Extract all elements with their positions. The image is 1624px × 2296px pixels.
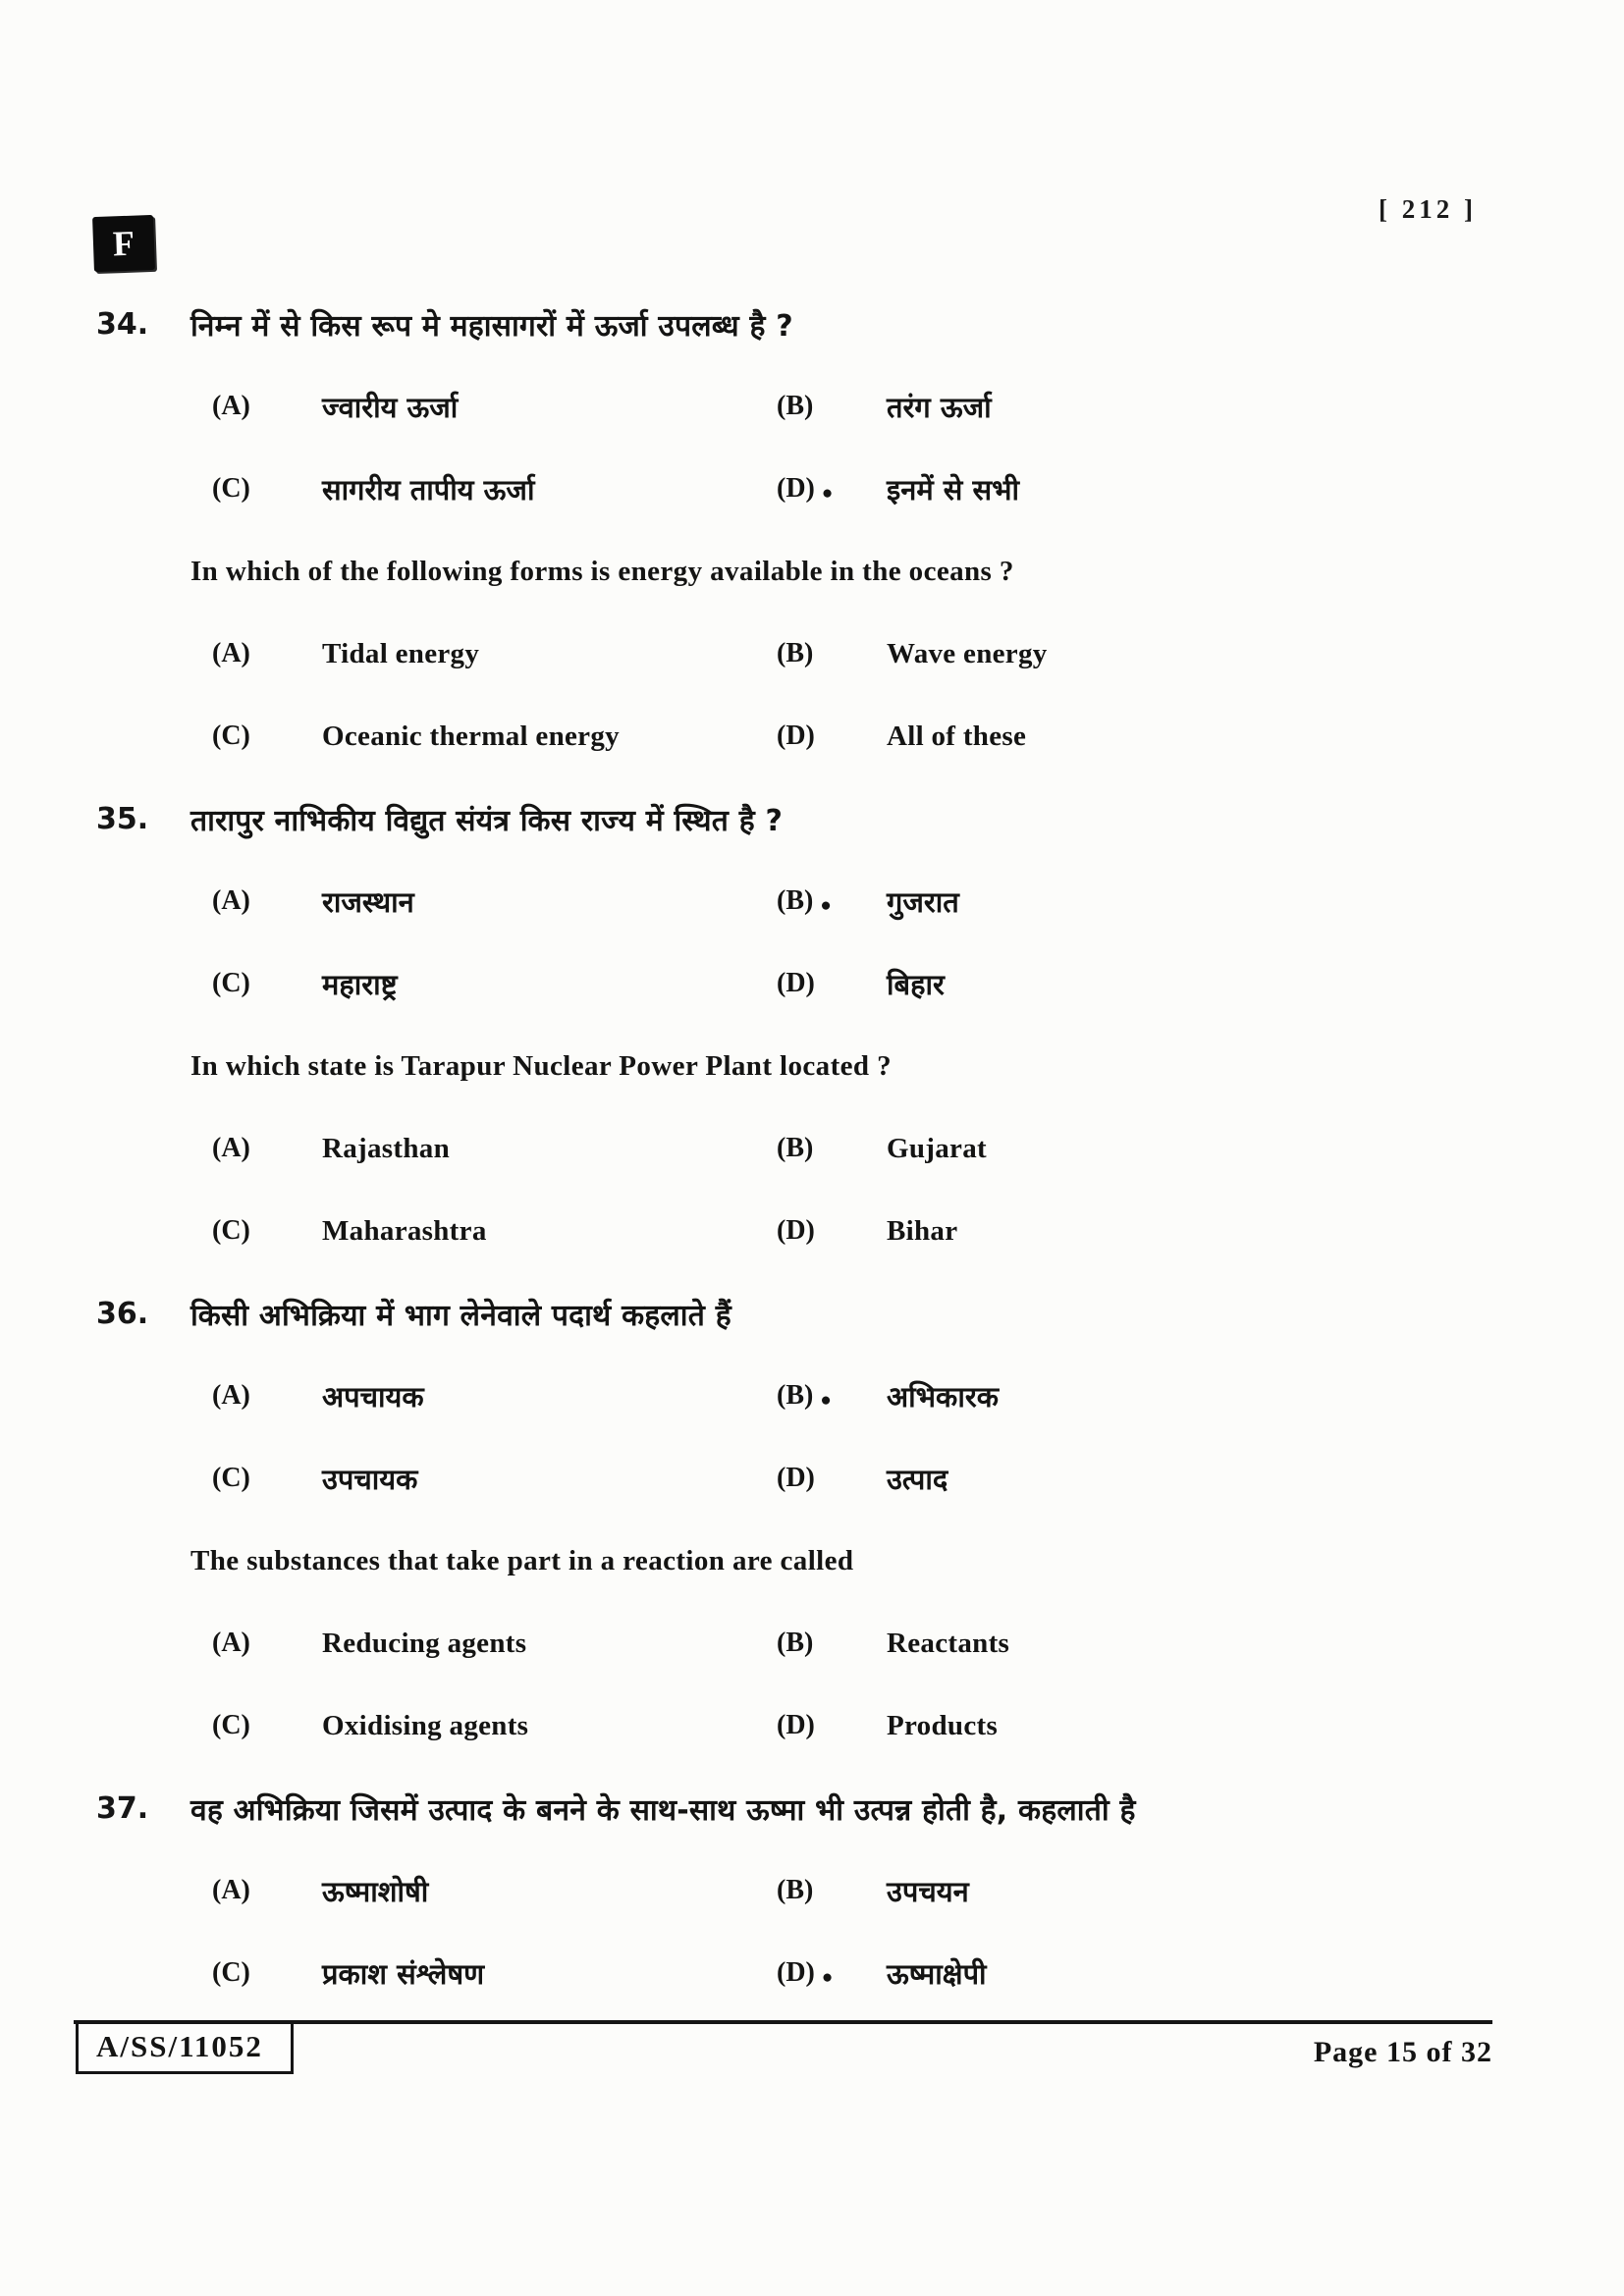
question-text-english: The substances that take part in a reaction are called <box>190 1544 854 1576</box>
question-number: 35. <box>96 801 149 836</box>
option-text: Gujarat <box>887 1132 987 1164</box>
option-text: Wave energy <box>887 637 1048 669</box>
option-a-hindi <box>212 882 777 921</box>
option-label: (D) <box>777 1463 815 1493</box>
option-label: (C) <box>212 1463 250 1493</box>
option-d-english <box>777 1215 957 1248</box>
question-text-english: In which state is Tarapur Nuclear Power Plant located ? <box>190 1049 892 1082</box>
option-text: बिहार <box>887 967 945 1001</box>
option-label: (C) <box>212 721 250 751</box>
option-text: इनमें से सभी <box>887 472 1019 507</box>
option-label: (B) <box>777 391 814 421</box>
options-row <box>96 1849 1565 1932</box>
option-label: (A) <box>212 885 250 916</box>
options-row <box>96 695 1565 777</box>
option-label: (D) <box>777 473 815 504</box>
option-text: Bihar <box>887 1214 958 1247</box>
option-text: राजस्थान <box>322 884 414 919</box>
option-d-hindi <box>777 965 945 1003</box>
option-label: (A) <box>212 1875 250 1905</box>
option-c-english <box>212 1215 777 1248</box>
option-label: (C) <box>212 1957 250 1988</box>
option-c-english <box>212 721 777 753</box>
options-row <box>96 1437 1565 1520</box>
options-row <box>96 942 1565 1025</box>
question-line-english <box>96 1025 1565 1107</box>
question-block-36 <box>96 1272 1565 1767</box>
option-text: उपचयन <box>887 1874 969 1908</box>
option-d-hindi <box>777 1460 947 1498</box>
options-row <box>96 1602 1565 1684</box>
answer-dot: ● <box>820 895 832 916</box>
options-row <box>96 613 1565 695</box>
option-c-hindi <box>212 1460 777 1498</box>
option-a-english <box>212 638 777 670</box>
option-b-hindi <box>777 388 992 426</box>
option-a-hindi <box>212 1377 777 1415</box>
page-footer <box>74 2020 1492 2093</box>
option-text: ऊष्माक्षेपी <box>887 1956 987 1991</box>
question-number: 34. <box>96 306 149 342</box>
question-text-hindi: तारापुर नाभिकीय विद्युत संयंत्र किस राज्य में स्थित है ? <box>190 803 784 838</box>
option-label: (C) <box>212 968 250 998</box>
options-row <box>96 860 1565 942</box>
booklet-code-box <box>76 2021 294 2074</box>
option-b-hindi <box>777 1872 969 1910</box>
question-line-hindi <box>96 777 1565 860</box>
option-b-hindi <box>777 1377 999 1415</box>
question-block-34 <box>96 283 1565 777</box>
option-label: (A) <box>212 1628 250 1658</box>
option-text: Products <box>887 1709 999 1741</box>
questions-area <box>0 271 1624 2014</box>
option-text: Rajasthan <box>322 1132 450 1164</box>
question-number: 36. <box>96 1296 149 1331</box>
page-header <box>0 0 1624 271</box>
question-block-35 <box>96 777 1565 1272</box>
option-label: (B) <box>777 1628 814 1658</box>
question-text-hindi: निम्न में से किस रूप मे महासागरों में ऊर्जा उपलब्ध है ? <box>190 308 793 344</box>
option-a-english <box>212 1133 777 1165</box>
option-text: Oceanic thermal energy <box>322 720 620 752</box>
option-b-english <box>777 638 1048 670</box>
series-badge: F <box>92 215 155 272</box>
question-text-hindi: किसी अभिक्रिया में भाग लेनेवाले पदार्थ कहलाते हैं <box>190 1298 731 1333</box>
option-label: (D) <box>777 1215 815 1246</box>
options-row <box>96 1684 1565 1767</box>
option-a-hindi <box>212 388 777 426</box>
option-text: Tidal energy <box>322 637 480 669</box>
options-row <box>96 1355 1565 1437</box>
option-label: (D) <box>777 721 815 751</box>
options-row <box>96 1932 1565 2014</box>
option-d-english <box>777 1710 998 1742</box>
option-text: Oxidising agents <box>322 1709 529 1741</box>
option-label: (C) <box>212 1710 250 1740</box>
option-label: (C) <box>212 473 250 504</box>
option-text: अपचायक <box>322 1379 424 1414</box>
question-line-english <box>96 530 1565 613</box>
options-row <box>96 1190 1565 1272</box>
option-d-hindi <box>777 1954 987 1993</box>
question-line-hindi <box>96 1272 1565 1355</box>
question-line-hindi <box>96 1767 1565 1849</box>
question-number: 37. <box>96 1790 149 1826</box>
option-d-english <box>777 721 1026 753</box>
options-row <box>96 365 1565 448</box>
option-label: (A) <box>212 391 250 421</box>
option-label: (A) <box>212 1133 250 1163</box>
option-b-english <box>777 1133 987 1165</box>
question-text-hindi: वह अभिक्रिया जिसमें उत्पाद के बनने के साथ-साथ ऊष्मा भी उत्पन्न होती है, कहलाती है <box>190 1792 1136 1828</box>
answer-dot: ● <box>821 483 834 504</box>
option-text: All of these <box>887 720 1027 752</box>
answer-dot: ● <box>821 1967 834 1988</box>
option-text: ज्वारीय ऊर्जा <box>322 390 459 424</box>
option-text: सागरीय तापीय ऊर्जा <box>322 472 535 507</box>
question-line-english <box>96 1520 1565 1602</box>
option-text: प्रकाश संश्लेषण <box>322 1956 485 1991</box>
option-c-hindi <box>212 1954 777 1993</box>
option-text: Reducing agents <box>322 1627 527 1659</box>
option-text: Reactants <box>887 1627 1010 1659</box>
option-text: तरंग ऊर्जा <box>887 390 992 424</box>
question-line-hindi <box>96 283 1565 365</box>
question-text-english: In which of the following forms is energy available in the oceans ? <box>190 555 1014 587</box>
option-b-english <box>777 1628 1009 1660</box>
option-label: (D) <box>777 1957 815 1988</box>
page-number: Page 15 of 32 <box>1313 2036 1492 2068</box>
booklet-code: A/SS/11052 <box>96 2029 263 2063</box>
option-text: उत्पाद <box>887 1462 948 1496</box>
option-label: (B) <box>777 1875 814 1905</box>
option-text: महाराष्ट्र <box>322 967 398 1001</box>
option-a-hindi <box>212 1872 777 1910</box>
question-block-37 <box>96 1767 1565 2014</box>
option-label: (B) <box>777 638 814 668</box>
option-b-hindi <box>777 882 959 921</box>
option-text: गुजरात <box>887 884 959 919</box>
option-a-english <box>212 1628 777 1660</box>
option-c-hindi <box>212 965 777 1003</box>
option-label: (B) <box>777 885 814 916</box>
option-label: (C) <box>212 1215 250 1246</box>
option-text: अभिकारक <box>887 1379 999 1414</box>
option-label: (A) <box>212 638 250 668</box>
answer-dot: ● <box>820 1390 832 1411</box>
option-label: (D) <box>777 968 815 998</box>
option-text: ऊष्माशोषी <box>322 1874 429 1908</box>
corner-reference: [ 212 ] <box>1379 194 1477 224</box>
option-text: Maharashtra <box>322 1214 487 1247</box>
options-row <box>96 448 1565 530</box>
option-c-english <box>212 1710 777 1742</box>
option-d-hindi <box>777 470 1019 508</box>
option-label: (B) <box>777 1133 814 1163</box>
option-c-hindi <box>212 470 777 508</box>
option-text: उपचायक <box>322 1462 418 1496</box>
option-label: (D) <box>777 1710 815 1740</box>
options-row <box>96 1107 1565 1190</box>
option-label: (A) <box>212 1380 250 1411</box>
option-label: (B) <box>777 1380 814 1411</box>
